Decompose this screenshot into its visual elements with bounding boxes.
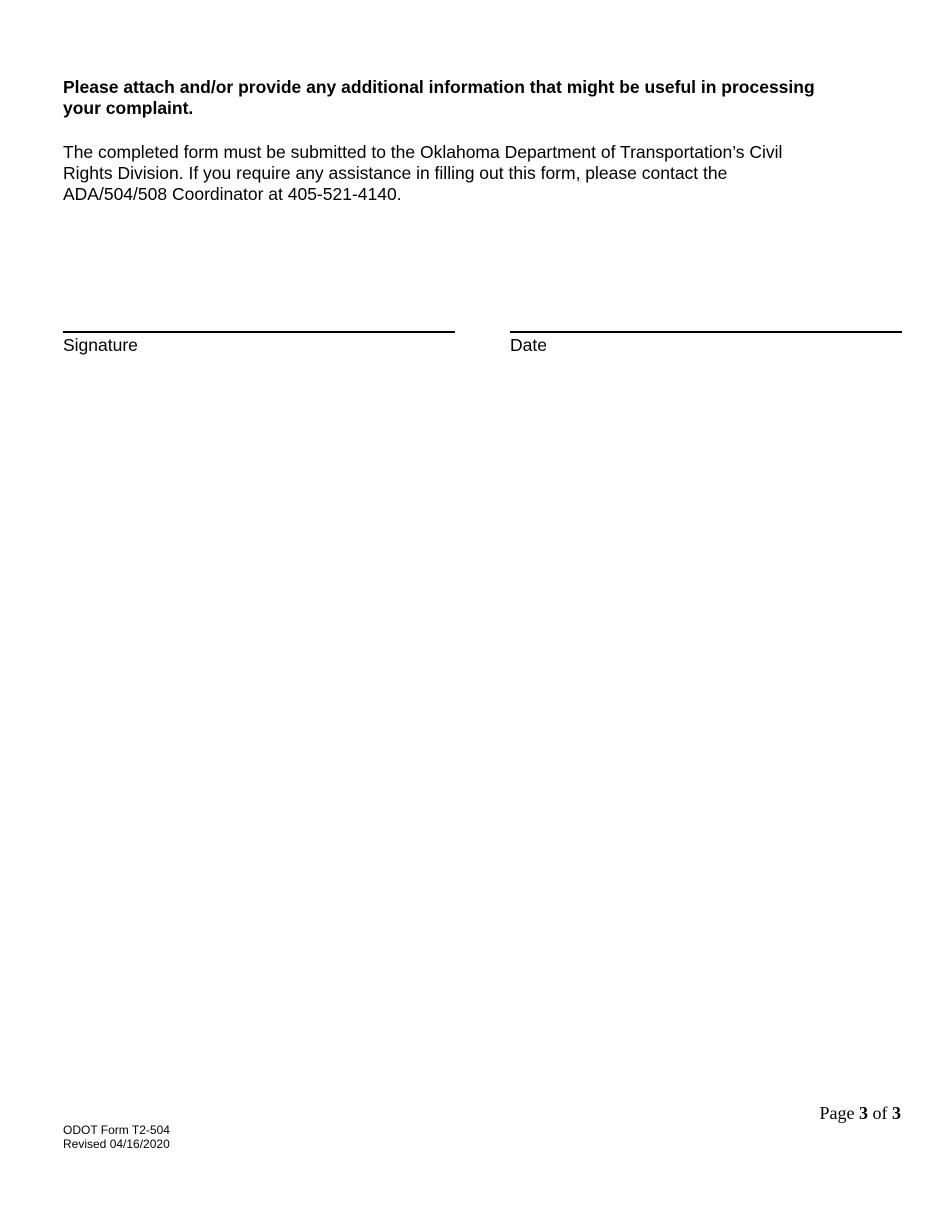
signature-line[interactable] (63, 331, 455, 333)
instructions-line-3: ADA/504/508 Coordinator at 405-521-4140. (63, 184, 402, 204)
signature-label: Signature (63, 335, 138, 355)
date-label: Date (510, 335, 547, 355)
date-line[interactable] (510, 331, 902, 333)
instructions-line-2: Rights Division. If you require any assistance in filling out this form, please contact the (63, 163, 728, 183)
form-footer (63, 1123, 170, 1151)
page-prefix: Page (819, 1103, 855, 1123)
instructions-heading: Please attach and/or provide any additional information that might be useful in processing your complaint. (63, 77, 815, 118)
revision-date: Revised 04/16/2020 (63, 1137, 170, 1151)
instructions-line-1: The completed form must be submitted to the Oklahoma Department of Transportation’s Civil (63, 142, 783, 162)
page-separator: of (872, 1103, 888, 1123)
page-total: 3 (892, 1103, 901, 1123)
submission-instructions (63, 142, 863, 205)
page-current: 3 (859, 1103, 868, 1123)
page-number (820, 1102, 902, 1124)
form-id: ODOT Form T2-504 (63, 1123, 170, 1137)
